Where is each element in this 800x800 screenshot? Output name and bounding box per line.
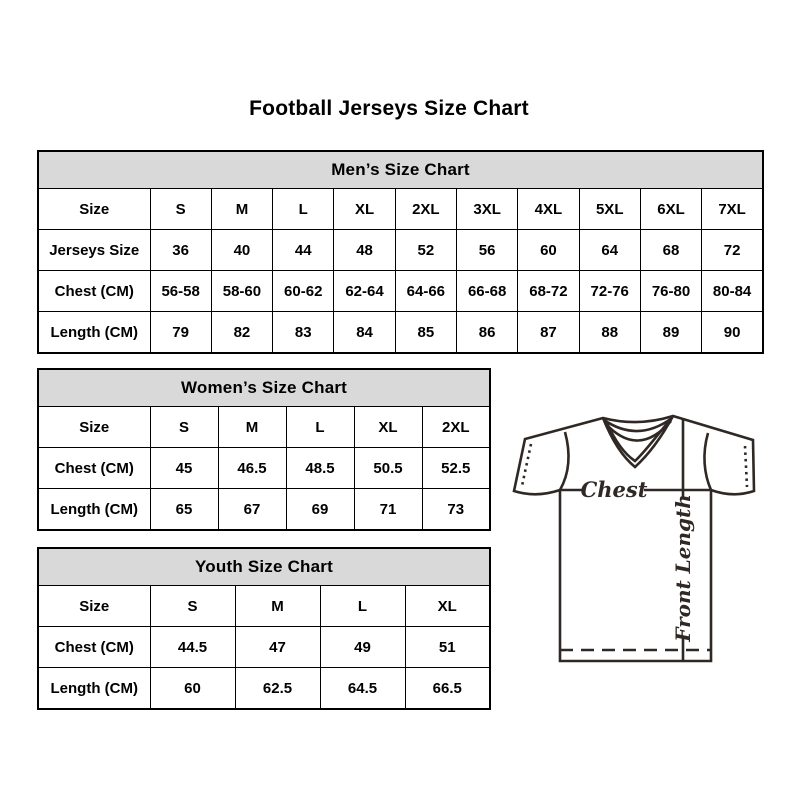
value-cell: 65 [150,489,218,531]
value-cell: 60 [518,230,579,271]
size-header-cell: XL [405,586,490,627]
value-cell: 69 [286,489,354,531]
value-cell: 68-72 [518,271,579,312]
value-cell: 40 [211,230,272,271]
value-cell: 49 [320,627,405,668]
page-title: Football Jerseys Size Chart [249,97,529,120]
value-cell: 64-66 [395,271,456,312]
value-cell: 71 [354,489,422,531]
table-data-row [38,230,763,271]
value-cell: 66.5 [405,668,490,710]
size-header-cell: S [150,586,235,627]
row-label: Chest (CM) [38,271,150,312]
value-cell: 89 [640,312,701,354]
value-cell: 52 [395,230,456,271]
value-cell: 47 [235,627,320,668]
size-header-cell: S [150,407,218,448]
value-cell: 79 [150,312,211,354]
value-cell: 60-62 [273,271,334,312]
size-header-cell: M [235,586,320,627]
value-cell: 56 [456,230,517,271]
value-cell: 84 [334,312,395,354]
size-header-cell: 5XL [579,189,640,230]
youth-size-table [37,547,491,710]
jersey-measurement-diagram [498,396,778,681]
size-header-cell: 6XL [640,189,701,230]
value-cell: 44 [273,230,334,271]
row-label: Size [38,407,150,448]
front-length-measure-label: Front Length [671,494,695,642]
row-label: Length (CM) [38,489,150,531]
value-cell: 90 [702,312,763,354]
table-header-row [38,189,763,230]
value-cell: 45 [150,448,218,489]
value-cell: 36 [150,230,211,271]
value-cell: 51 [405,627,490,668]
table-data-row [38,627,490,668]
jersey-outline [514,416,754,661]
table-title-row [38,548,490,586]
value-cell: 56-58 [150,271,211,312]
table-title-row [38,151,763,189]
value-cell: 50.5 [354,448,422,489]
row-label: Length (CM) [38,312,150,354]
table-header-row [38,586,490,627]
value-cell: 58-60 [211,271,272,312]
size-header-cell: 7XL [702,189,763,230]
row-label: Jerseys Size [38,230,150,271]
value-cell: 66-68 [456,271,517,312]
row-label: Size [38,189,150,230]
table-title-row [38,369,490,407]
table-title: Youth Size Chart [38,548,490,586]
size-header-cell: XL [334,189,395,230]
jersey-diagram-svg [498,396,778,681]
row-label: Size [38,586,150,627]
chest-measure-label: Chest [580,477,648,502]
size-header-cell: XL [354,407,422,448]
size-header-cell: 3XL [456,189,517,230]
mens-size-table [37,150,764,354]
size-header-cell: 2XL [422,407,490,448]
table-header-row [38,407,490,448]
value-cell: 62-64 [334,271,395,312]
womens-size-table [37,368,491,531]
table-data-row [38,448,490,489]
table-data-row [38,312,763,354]
value-cell: 67 [218,489,286,531]
value-cell: 86 [456,312,517,354]
value-cell: 48.5 [286,448,354,489]
value-cell: 48 [334,230,395,271]
value-cell: 82 [211,312,272,354]
row-label: Chest (CM) [38,627,150,668]
size-header-cell: 4XL [518,189,579,230]
table-data-row [38,489,490,531]
value-cell: 72-76 [579,271,640,312]
size-header-cell: 2XL [395,189,456,230]
value-cell: 62.5 [235,668,320,710]
value-cell: 68 [640,230,701,271]
row-label: Length (CM) [38,668,150,710]
row-label: Chest (CM) [38,448,150,489]
value-cell: 83 [273,312,334,354]
size-header-cell: M [211,189,272,230]
table-data-row [38,668,490,710]
table-title: Women’s Size Chart [38,369,490,407]
value-cell: 64 [579,230,640,271]
value-cell: 87 [518,312,579,354]
value-cell: 85 [395,312,456,354]
value-cell: 72 [702,230,763,271]
table-title: Men’s Size Chart [38,151,763,189]
value-cell: 46.5 [218,448,286,489]
value-cell: 64.5 [320,668,405,710]
size-header-cell: L [320,586,405,627]
value-cell: 44.5 [150,627,235,668]
value-cell: 88 [579,312,640,354]
value-cell: 73 [422,489,490,531]
size-header-cell: L [273,189,334,230]
table-data-row [38,271,763,312]
size-header-cell: M [218,407,286,448]
value-cell: 52.5 [422,448,490,489]
size-header-cell: S [150,189,211,230]
value-cell: 80-84 [702,271,763,312]
value-cell: 60 [150,668,235,710]
size-header-cell: L [286,407,354,448]
value-cell: 76-80 [640,271,701,312]
